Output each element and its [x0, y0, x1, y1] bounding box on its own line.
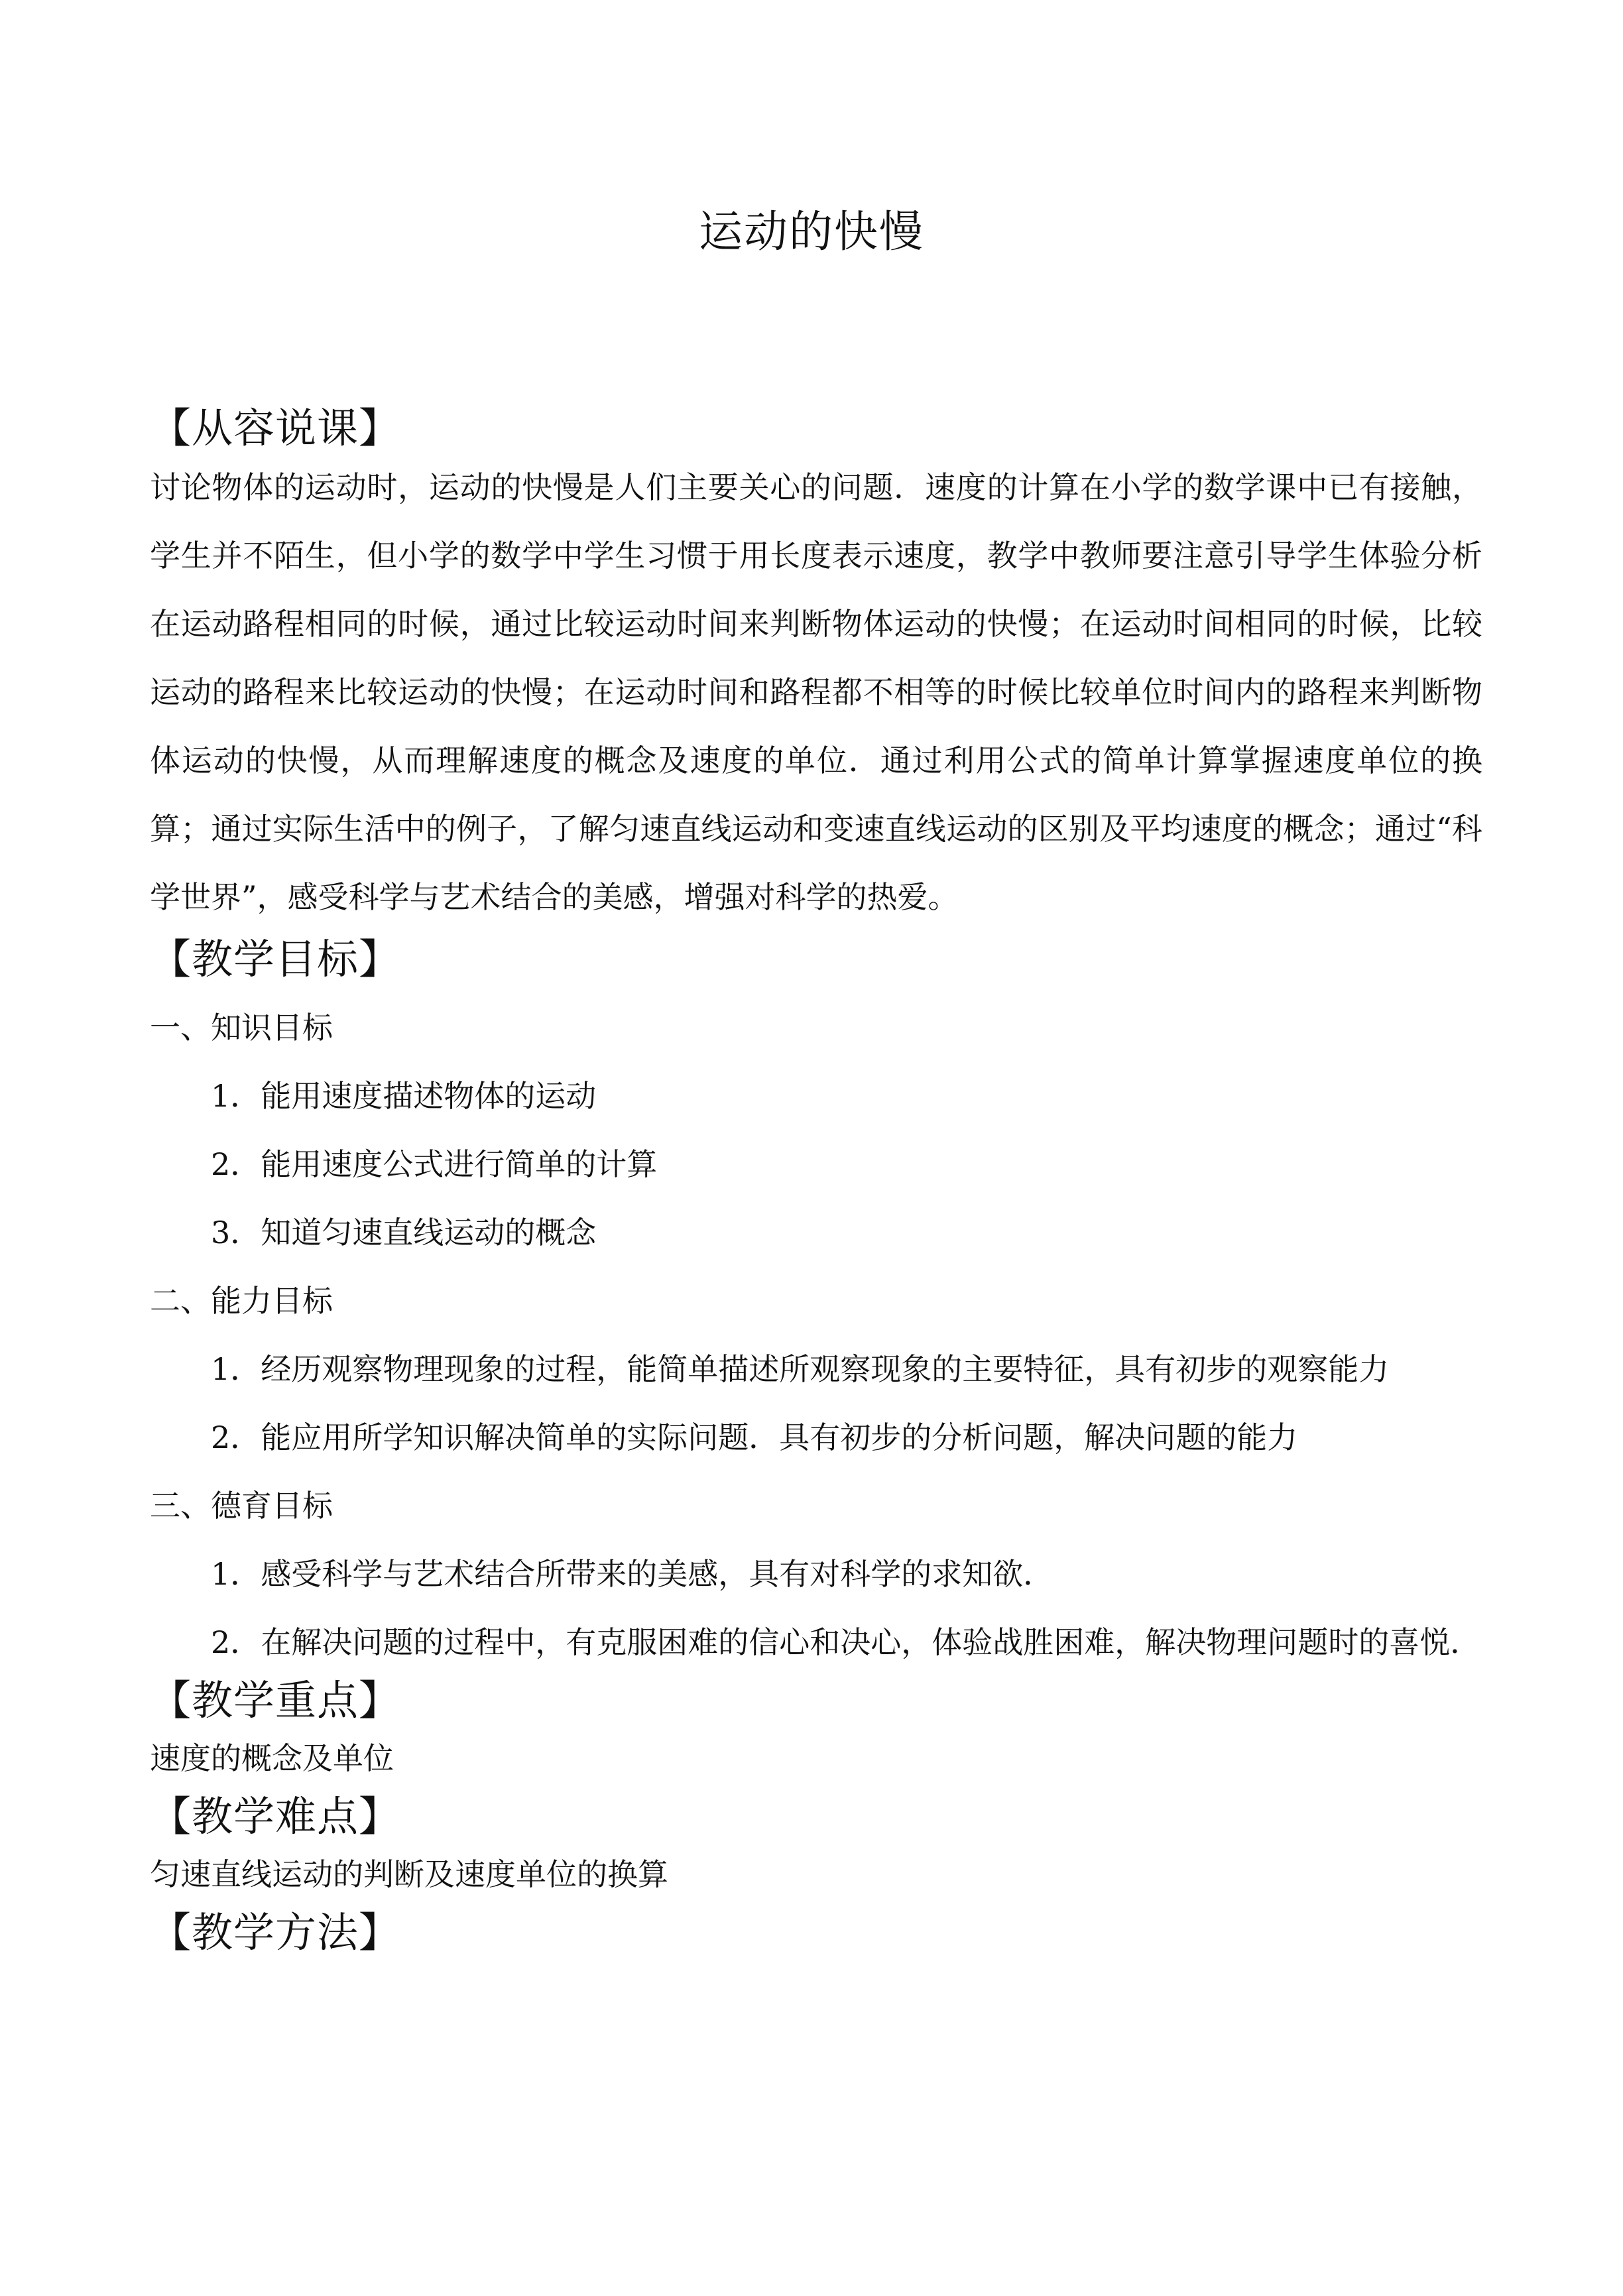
intro-paragraph: 讨论物体的运动时，运动的快慢是人们主要关心的问题．速度的计算在小学的数学课中已有接触，学生并不陌生，但小学的数学中学生习惯于用长度表示速度，教学中教师要注意引导学生体验分析在运动路程相同的时候，通过比较运动时间来判断物体运动的快慢；在运动时间相同的时候，比较运动的路程来比较运动的快慢；在运动时间和路程都不相等的时候比较单位时间内的路程来判断物体运动的快慢，从而理解速度的概念及速度的单位．通过利用公式的简单计算掌握速度单位的换算；通过实际生活中的例子，了解匀速直线运动和变速直线运动的区别及平均速度的概念；通过“科学世界”，感受科学与艺术结合的美感，增强对科学的热爱。 — [150, 469, 1482, 915]
ability-goals-label: 二、能力目标 — [150, 1283, 333, 1319]
knowledge-goals-label: 一、知识目标 — [150, 1010, 333, 1046]
document-title: 运动的快慢 — [699, 206, 924, 257]
moral-goal-item: 2．在解决问题的过程中，有克服困难的信心和决心，体验战胜困难，解决物理问题时的喜悦． — [211, 1624, 1481, 1660]
knowledge-goal-item: 1．能用速度描述物体的运动 — [211, 1078, 597, 1114]
ability-goal-item: 2．能应用所学知识解决简单的实际问题．具有初步的分析问题，解决问题的能力 — [211, 1420, 1298, 1455]
difficulties-text: 匀速直线运动的判断及速度单位的换算 — [150, 1856, 668, 1892]
section-heading-methods: 【教学方法】 — [150, 1908, 401, 1957]
knowledge-goal-item: 3．知道匀速直线运动的概念 — [211, 1215, 597, 1250]
ability-goal-item: 1．经历观察物理现象的过程，能简单描述所观察现象的主要特征，具有初步的观察能力 — [211, 1351, 1390, 1387]
moral-goal-item: 1．感受科学与艺术结合所带来的美感，具有对科学的求知欲． — [211, 1556, 1054, 1592]
section-heading-difficulties: 【教学难点】 — [150, 1792, 401, 1841]
section-heading-key-points: 【教学重点】 — [150, 1676, 401, 1724]
key-points-text: 速度的概念及单位 — [150, 1740, 394, 1776]
document-body — [150, 404, 1482, 1957]
section-heading-goals: 【教学目标】 — [150, 935, 401, 983]
moral-goals-label: 三、德育目标 — [150, 1488, 333, 1524]
section-heading-intro: 【从容说课】 — [150, 404, 401, 452]
knowledge-goal-item: 2．能用速度公式进行简单的计算 — [211, 1146, 658, 1182]
